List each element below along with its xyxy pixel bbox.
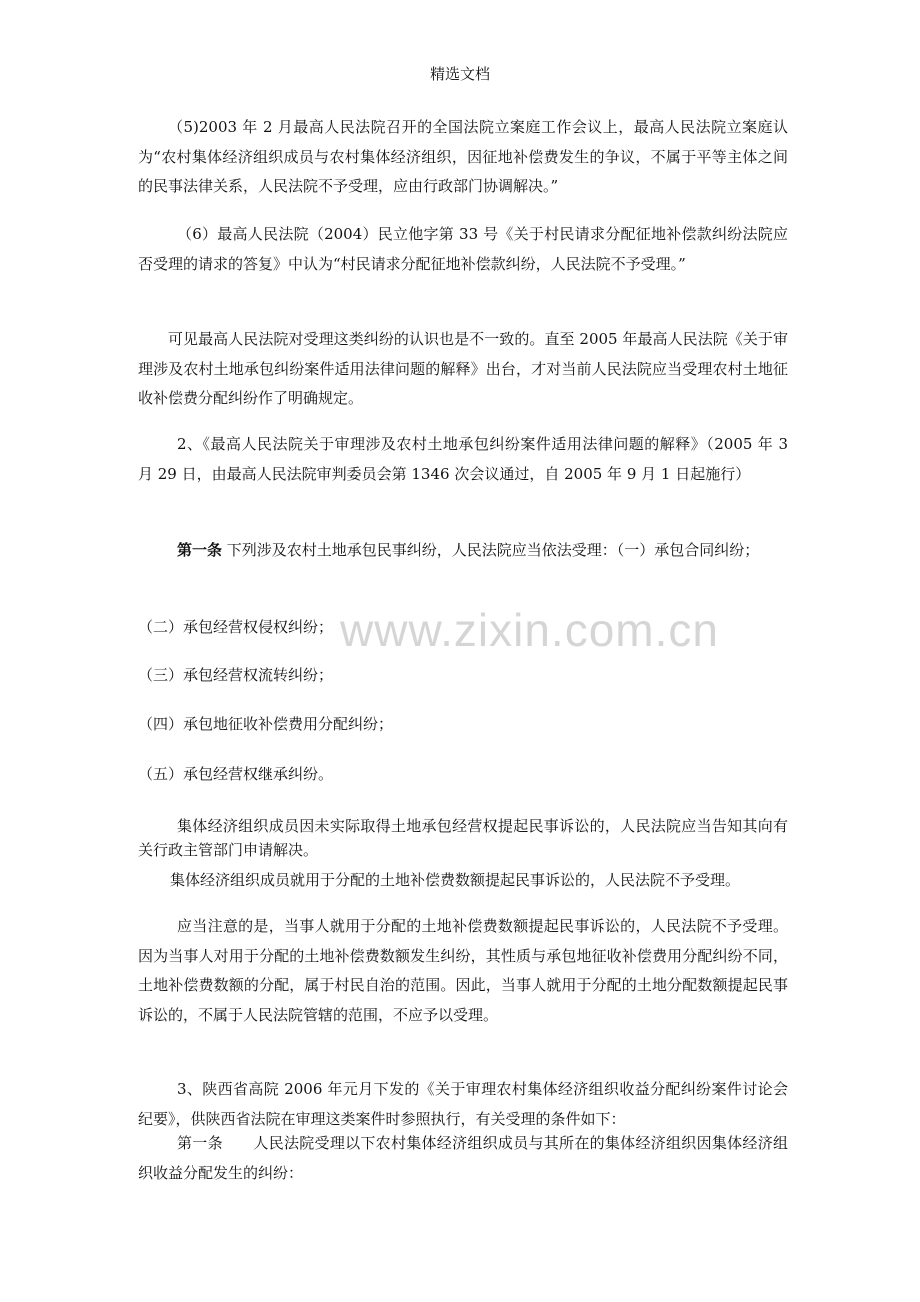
paragraph-visible: 可见最高人民法院对受理这类纠纷的认识也是不一致的。直至 2005 年最高人民法院《关于审理涉及农村土地承包纠纷案件适用法律问题的解释》出台，才对当前人民法院应当受理农村土地征收补偿费分配纠纷作了明确规定。 bbox=[138, 330, 788, 407]
paragraph-2: 2、《最高人民法院关于审理涉及农村土地承包纠纷案件适用法律问题的解释》（2005 年 3 月 29 日，由最高人民法院审判委员会第 1346 次会议通过，自 2005 年 9 月 1 日起施行） bbox=[138, 435, 788, 483]
article-1-text: 下列涉及农村土地承包民事纠纷，人民法院应当依法受理：（一）承包合同纠纷； bbox=[222, 541, 760, 559]
page-header-title: 精选文档 bbox=[429, 65, 490, 83]
paragraph-last: 第一条 人民法院受理以下农村集体经济组织成员与其所在的集体经济组织因集体经济组织收益分配发生的纠纷： bbox=[138, 1134, 788, 1182]
watermark: www.zixin.com.cn bbox=[340, 604, 719, 656]
list-item-2: （二）承包经营权侵权纠纷； bbox=[138, 618, 334, 636]
article-1-label: 第一条 bbox=[177, 541, 223, 559]
paragraph-collective-2: 集体经济组织成员就用于分配的土地补偿费数额提起民事诉讼的，人民法院不予受理。 bbox=[170, 871, 741, 889]
paragraph-note: 应当注意的是，当事人就用于分配的土地补偿费数额提起民事诉讼的，人民法院不予受理。因为当事人对用于分配的土地补偿费数额发生纠纷，其性质与承包地征收补偿费用分配纠纷不同，土地补偿费数额的分配，属于村民自治的范围。因此，当事人就用于分配的土地分配数额提起民事诉讼的，不属于人民法院管辖的范围，不应予以受理。 bbox=[138, 917, 788, 1024]
paragraph-5: （5)2003 年 2 月最高人民法院召开的全国法院立案庭工作会议上，最高人民法院立案庭认为“农村集体经济组织成员与农村集体经济组织，因征地补偿费发生的争议，不属于平等主体之间的民事法律关系，人民法院不予受理，应由行政部门协调解决。” bbox=[138, 118, 788, 195]
list-item-4: （四）承包地征收补偿费用分配纠纷； bbox=[138, 715, 394, 733]
paragraph-6: （6）最高人民法院（2004）民立他字第 33 号《关于村民请求分配征地补偿款纠纷法院应否受理的请求的答复》中认为“村民请求分配征地补偿款纠纷，人民法院不予受理。” bbox=[138, 225, 788, 273]
paragraph-3: 3、陕西省高院 2006 年元月下发的《关于审理农村集体经济组织收益分配纠纷案件讨论会纪要》，供陕西省法院在审理这类案件时参照执行，有关受理的条件如下： bbox=[138, 1080, 788, 1128]
article-1 bbox=[138, 536, 788, 566]
list-item-5: （五）承包经营权继承纠纷。 bbox=[138, 765, 334, 783]
list-item-3: （三）承包经营权流转纠纷； bbox=[138, 666, 334, 684]
paragraph-collective-1: 集体经济组织成员因未实际取得土地承包经营权提起民事诉讼的，人民法院应当告知其向有关行政主管部门申请解决。 bbox=[138, 817, 788, 859]
